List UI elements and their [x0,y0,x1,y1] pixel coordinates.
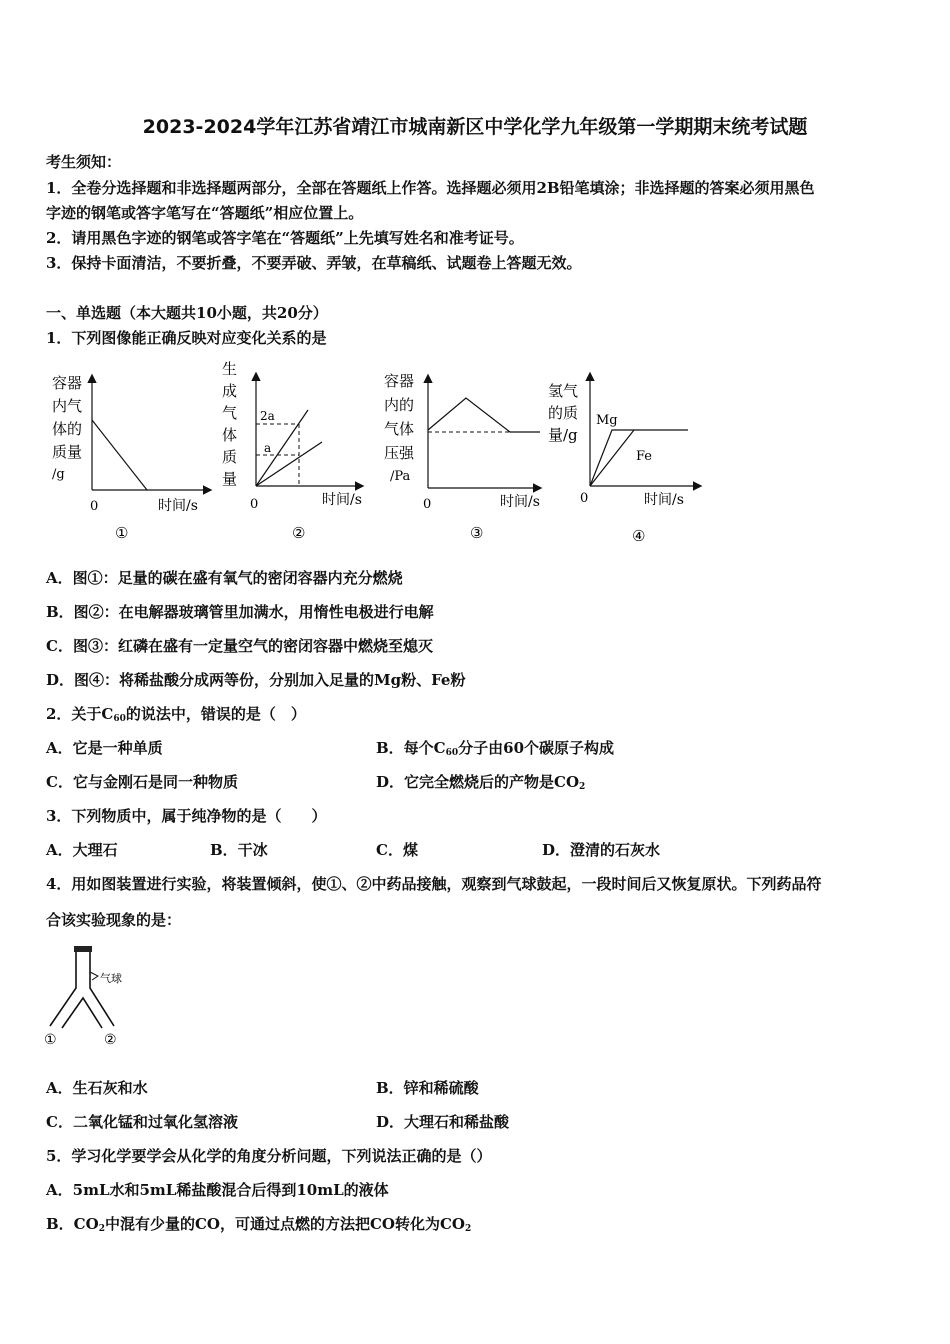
graph-2-tick: 2a [260,409,275,423]
q4-balloon-label: 气球 [100,972,122,985]
q4-apparatus-figure [40,942,160,1052]
q3-option-b: B．干冰 [210,841,268,859]
graph-2-ylabel: 量 [222,470,238,488]
graph-4-series-label: Fe [636,449,653,464]
graph-3-caption: ③ [470,524,484,542]
notice-item: 3．保持卡面清洁，不要折叠，不要弄破、弄皱，在草稿纸、试题卷上答题无效。 [46,254,582,272]
graph-3-ylabel: 内的 [384,396,415,414]
q4-option-b: B．锌和稀硫酸 [376,1079,479,1097]
graph-2-ylabel: 质 [222,448,238,466]
q5-stem: 5．学习化学要学会从化学的角度分析问题，下列说法正确的是（） [46,1147,492,1165]
graph-1-ylabel: /g [52,467,65,482]
q1-option-c: C．图③：红磷在盛有一定量空气的密闭容器中燃烧至熄灭 [46,637,433,655]
q1-stem: 1．下列图像能正确反映对应变化关系的是 [46,329,327,347]
q5-option-b: B．$CO_2$中混有少量的CO，可通过点燃的方法把CO转化为$CO_2$ [46,1215,472,1234]
notice-item: 字迹的钢笔或答字笔写在“答题纸”相应位置上。 [46,204,364,222]
notice-item: 1．全卷分选择题和非选择题两部分，全部在答题纸上作答。选择题必须用2B铅笔填涂；非选择题的答案必须用黑色 [46,179,815,197]
graph-3-origin: 0 [423,497,432,512]
q3-option-a: A．大理石 [46,841,118,859]
graph-2-origin: 0 [250,497,259,512]
q4-stem: 4．用如图装置进行实验，将装置倾斜，使①、②中药品接触，观察到气球鼓起，一段时间后又恢复原状。下列药品符 [46,875,822,893]
graph-3-xlabel: 时间/s [500,494,540,510]
graph-3-ylabel: 容器 [384,372,415,390]
graph-2-ylabel: 气 [222,404,238,422]
q2-option-d: D．它完全燃烧后的产物是$CO_2$ [376,773,586,792]
notice-heading: 考生须知： [46,153,122,171]
notice-item: 2．请用黑色字迹的钢笔或答字笔在“答题纸”上先填写姓名和准考证号。 [46,229,524,247]
graph-4-ylabel: 氢气 [548,382,579,400]
graph-1-origin: 0 [90,499,99,514]
graph-2 [222,360,362,542]
q2-option-b: B．每个$C_{60}$分子由60个碳原子构成 [376,739,615,758]
graph-1-ylabel: 体的 [52,420,83,438]
graph-2-ylabel: 成 [222,382,238,400]
q2-option-c: C．它与金刚石是同一种物质 [46,773,238,791]
q4-label-right: ② [104,1032,117,1048]
q4-label-left: ① [44,1032,57,1048]
graph-4-origin: 0 [580,491,589,506]
graph-4-ylabel: 量/g [548,426,578,444]
q3-option-d: D．澄清的石灰水 [542,841,661,859]
q1-option-d: D．图④：将稀盐酸分成两等份，分别加入足量的Mg粉、Fe粉 [46,671,466,689]
q4-option-a: A．生石灰和水 [46,1079,148,1097]
page-title: 2023-2024学年江苏省靖江市城南新区中学化学九年级第一学期期末统考试题 [142,116,808,138]
q3-stem: 3．下列物质中，属于纯净物的是（ ） [46,807,327,825]
graph-2-ylabel: 体 [222,426,238,444]
q5-option-a: A．5mL水和5mL稀盐酸混合后得到10mL的液体 [46,1181,389,1199]
graph-1-ylabel: 质量 [52,443,83,461]
graph-1-ylabel: 内气 [52,397,83,415]
graph-4-caption: ④ [632,527,646,545]
q1-option-b: B．图②：在电解器玻璃管里加满水，用惰性电极进行电解 [46,603,434,621]
q4-stem-cont: 合该实验现象的是： [46,911,182,929]
section-heading: 一、单选题（本大题共10小题，共20分） [46,304,328,322]
q3-option-c: C．煤 [376,841,418,859]
q2-option-a: A．它是一种单质 [46,739,163,757]
q4-option-d: D．大理石和稀盐酸 [376,1113,510,1131]
q1-option-a: A．图①：足量的碳在盛有氧气的密闭容器内充分燃烧 [46,569,403,587]
q4-option-c: C．二氧化锰和过氧化氢溶液 [46,1113,238,1131]
graph-1-ylabel: 容器 [52,374,83,392]
graph-2-ylabel: 生 [222,360,238,378]
graph-3 [384,372,540,542]
graph-1 [52,374,210,542]
q2-stem: 2．关于$C_{60}$的说法中，错误的是（ ） [46,705,306,724]
graph-3-ylabel: 气体 [384,420,415,438]
graph-4-xlabel: 时间/s [644,492,684,508]
graph-4-ylabel: 的质 [548,404,579,422]
graph-4-series-label: Mg [596,413,618,428]
graph-1-caption: ① [115,524,129,542]
graph-2-xlabel: 时间/s [322,492,362,508]
graph-4 [548,374,700,545]
graph-3-ylabel: 压强 [384,444,415,462]
graph-3-ylabel: /Pa [390,469,411,484]
graph-2-tick: a [264,441,272,455]
q1-graphs [40,358,720,550]
graph-1-xlabel: 时间/s [158,498,198,514]
graph-2-caption: ② [292,524,306,542]
